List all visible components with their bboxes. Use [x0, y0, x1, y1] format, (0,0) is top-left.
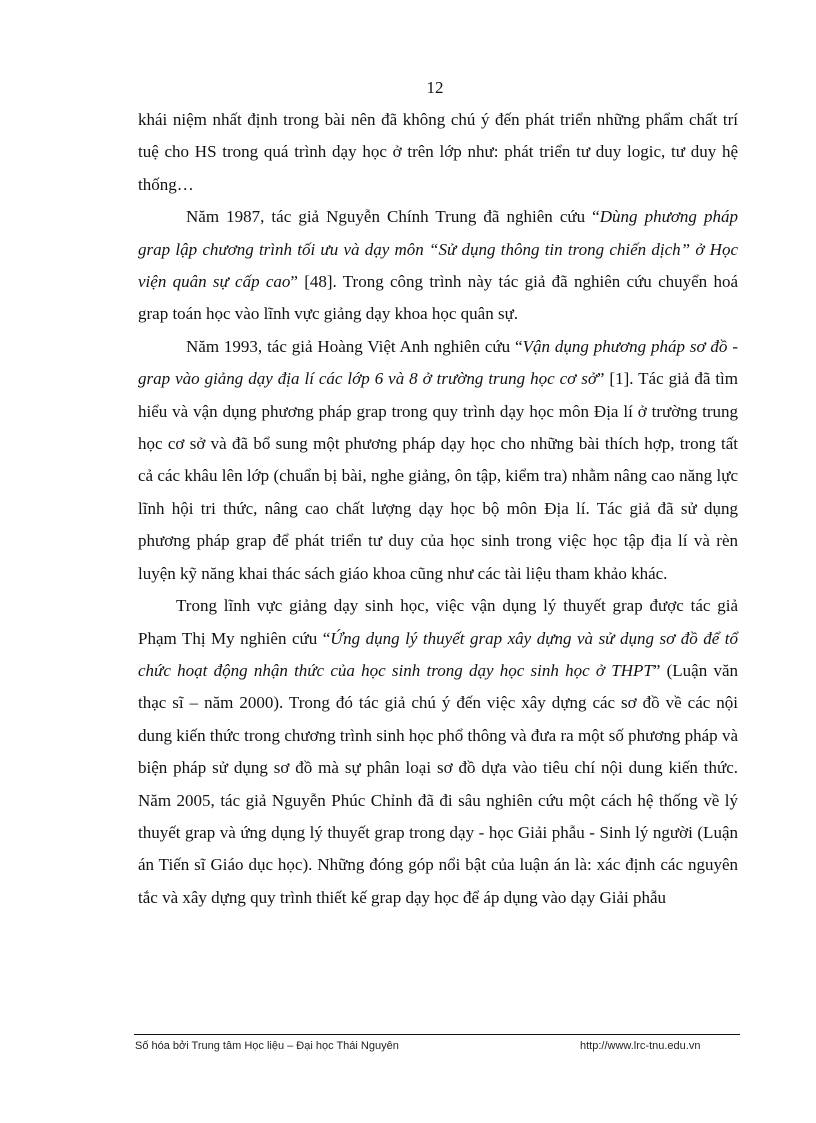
paragraph: [138, 331, 738, 590]
paragraph-text: khái niệm nhất định trong bài nên đã không chú ý đến phát triển những phẩm chất trí tuệ cho HS trong quá trình dạy học ở trên lớp như: phát triển tư duy logic, tư duy hệ thống…: [138, 110, 738, 194]
cited-title: Ứng dụng lý thuyết grap xây dựng và sử dụng sơ đồ để tổ chức hoạt động nhận thức của học sinh trong dạy học sinh học ở THPT: [138, 628, 738, 680]
footer-url: http://www.lrc-tnu.edu.vn: [580, 1040, 701, 1052]
paragraph-text: Năm 1993, tác giả Hoàng Việt Anh nghiên cứu “: [186, 336, 523, 356]
document-body: [138, 104, 738, 914]
footer-credit: Số hóa bởi Trung tâm Học liệu – Đại học Thái Nguyên: [135, 1040, 399, 1052]
paragraph-text: ” (Luận văn thạc sĩ – năm 2000). Trong đó tác giả chú ý đến việc xây dựng các sơ đồ về các nội dung kiến thức trong chương trình sinh học phổ thông và đưa ra một số phương pháp và biện pháp sử dụng sơ đồ mà sự phân loại sơ đồ dựa vào tiêu chí nội dung kiến thức. Năm 2005, tác giả Nguyễn Phúc Chỉnh đã đi sâu nghiên cứu một cách hệ thống về lý thuyết grap và ứng dụng lý thuyết grap trong dạy - học Giải phẫu - Sinh lý người (Luận án Tiến sĩ Giáo dục học). Những đóng góp nổi bật của luận án là: xác định các nguyên tắc và xây dựng quy trình thiết kế grap dạy học để áp dụng vào dạy Giải phẫu: [138, 660, 738, 907]
paragraph-text: ” [1]. Tác giả đã tìm hiểu và vận dụng phương pháp grap trong quy trình dạy học môn Địa lí ở trường trung học cơ sở và đã bổ sung một phương pháp dạy học cho những bài thích hợp, trong tất cả các khâu lên lớp (chuẩn bị bài, nghe giảng, ôn tập, kiểm tra) nhằm nâng cao năng lực lĩnh hội tri thức, nâng cao chất lượng dạy học bộ môn Địa lí. Tác giả đã sử dụng phương pháp grap để phát triển tư duy của học sinh trong việc học tập địa lí và rèn luyện kỹ năng khai thác sách giáo khoa cũng như các tài liệu tham khảo khác.: [138, 369, 738, 583]
paragraph: [138, 590, 738, 914]
paragraph-text: Năm 1987, tác giả Nguyễn Chính Trung đã nghiên cứu “: [186, 207, 600, 227]
cited-title: Dùng phương pháp grap lập chương trình tối ưu và dạy môn “Sử dụng thông tin trong chiến dịch” ở Học viện quân sự cấp cao: [138, 207, 738, 292]
paragraph-text: ” [48]. Trong công trình này tác giả đã nghiên cứu chuyển hoá grap toán học vào lĩnh vực giảng dạy khoa học quân sự.: [138, 272, 738, 324]
cited-title: Vận dụng phương pháp sơ đồ - grap vào giảng dạy địa lí các lớp 6 và 8 ở trường trung học cơ sở: [138, 336, 738, 389]
paragraph-text: Trong lĩnh vực giảng dạy sinh học, việc vận dụng lý thuyết grap được tác giả Phạm Thị My nghiên cứu “: [138, 596, 738, 648]
paragraph: [138, 201, 738, 331]
footer-divider: [134, 1034, 740, 1035]
paragraph: [138, 104, 738, 201]
page-number: 12: [426, 78, 444, 97]
